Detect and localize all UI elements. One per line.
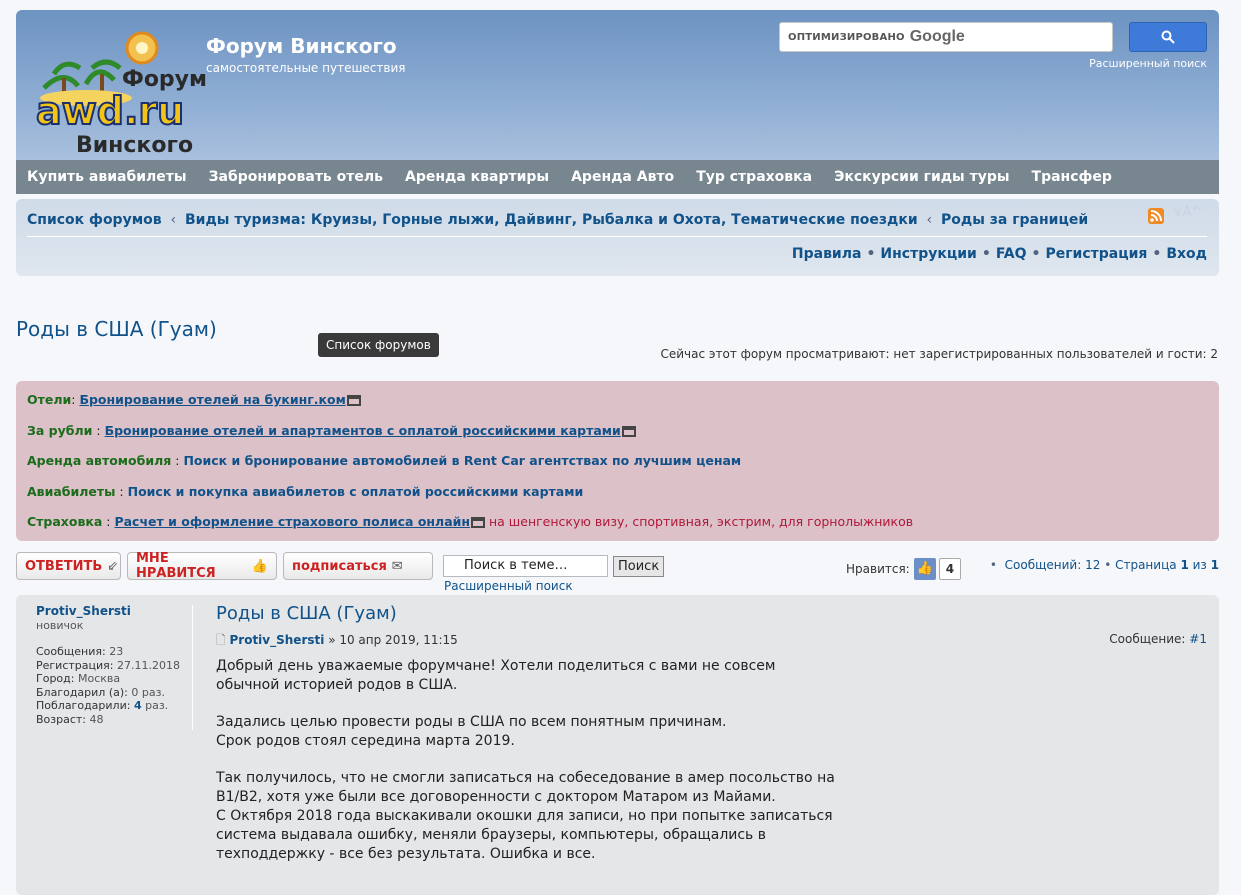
- font-size-toggle[interactable]: ∨A^: [1173, 205, 1203, 220]
- post: [16, 595, 1219, 895]
- nav-book-hotel[interactable]: Забронировать отель: [208, 169, 383, 185]
- search-icon: [1161, 30, 1175, 44]
- ad-link-rent-car[interactable]: Поиск и бронирование автомобилей в Rent Car агентствах по лучшим ценам: [183, 453, 742, 468]
- rules-link[interactable]: Правила: [791, 246, 862, 262]
- pagination: • Сообщений: 12 • Страница 1 из 1: [989, 558, 1219, 572]
- thumbs-up-icon: 👍: [251, 558, 268, 574]
- page-total[interactable]: 1: [1210, 558, 1219, 572]
- reply-label: ОТВЕТИТЬ: [25, 558, 103, 574]
- post-number-label: Сообщение:: [1109, 632, 1186, 646]
- breadcrumb-separator: ‹: [170, 212, 177, 228]
- breadcrumb: [27, 212, 1088, 228]
- ad-label: За рубли: [27, 422, 93, 438]
- site-logo[interactable]: [34, 28, 208, 158]
- instructions-link[interactable]: Инструкции: [880, 246, 977, 262]
- like-label: МНЕ НРАВИТСЯ: [136, 551, 216, 581]
- reply-arrow-icon: ⇙: [107, 558, 119, 574]
- ad-label: Страховка: [27, 514, 103, 529]
- breadcrumb-bar: [16, 199, 1219, 276]
- ad-label: Отели: [27, 392, 72, 407]
- nav-transfer[interactable]: Трансфер: [1031, 169, 1112, 185]
- ad-row-car-rental: [27, 452, 1208, 483]
- breadcrumb-separator: ‹: [926, 212, 933, 228]
- page-title[interactable]: Роды в США (Гуам): [16, 317, 217, 341]
- ad-separator: :: [92, 422, 105, 438]
- site-subtitle: самостоятельные путешествия: [206, 61, 406, 75]
- ad-separator: :: [71, 392, 80, 407]
- reply-button[interactable]: [16, 552, 121, 580]
- nav-rent-car[interactable]: Аренда Авто: [571, 169, 675, 185]
- like-button[interactable]: [127, 552, 277, 580]
- divider: [27, 236, 1207, 237]
- profile-stat: Регистрация: 27.11.2018: [36, 658, 180, 672]
- new-window-icon: [471, 517, 485, 528]
- profile-stat: Поблагодарили: 4 раз.: [36, 699, 169, 712]
- ad-label: Авиабилеты: [27, 483, 116, 499]
- tooltip: Список форумов: [318, 333, 439, 357]
- thumbs-up-icon[interactable]: 👍: [914, 558, 936, 580]
- ad-row-flights: [27, 483, 1208, 514]
- page-current[interactable]: 1: [1180, 558, 1189, 572]
- rss-icon[interactable]: [1148, 208, 1164, 224]
- ad-link-apartments[interactable]: Бронирование отелей и апартаментов с оплатой российскими картами: [104, 422, 621, 438]
- ad-row-insurance: [27, 513, 1208, 544]
- ad-label: Аренда автомобиля: [27, 453, 172, 468]
- svg-text:Винского: Винского: [76, 133, 194, 158]
- ad-row-rubles: [27, 422, 1208, 453]
- post-title[interactable]: Роды в США (Гуам): [216, 603, 397, 624]
- likes-count: 4: [939, 558, 961, 580]
- breadcrumb-tourism-types[interactable]: Виды туризма: Круизы, Горные лыжи, Дайвинг, Рыбалка и Охота, Тематические поездки: [185, 212, 918, 228]
- post-profile: [36, 605, 193, 730]
- post-icon: 🗋: [216, 633, 226, 647]
- ad-block: [16, 381, 1219, 541]
- topic-search-input[interactable]: Поиск в теме…: [443, 555, 608, 577]
- new-window-icon: [347, 395, 361, 406]
- post-paragraph: Так получилось, что не смогли записаться на собеседование в амер посольство на B1/B2, хотя уже были все договоренности с доктором Матаром из Майами. С Октября 2018 года выскакивали окошки для записи, но при попытке записаться система выдавала ошибку, меняли браузеры, компьютеры, обращались в техподдержку - все без результата. Ошибка и все.: [216, 770, 835, 862]
- nav-insurance[interactable]: Тур страховка: [696, 169, 813, 185]
- profile-stat: Благодарил (а): 0 раз.: [36, 685, 165, 699]
- viewers-info: Сейчас этот форум просматривают: нет зарегистрированных пользователей и гости: 2: [660, 347, 1218, 361]
- thanked-link[interactable]: 4: [133, 699, 142, 712]
- post-paragraph: Добрый день уважаемые форумчане! Хотели поделиться с вами не совсем обычной историей родов в США.: [216, 658, 776, 693]
- breadcrumb-births-abroad[interactable]: Роды за границей: [941, 212, 1089, 228]
- ad-link-flights[interactable]: Поиск и покупка авиабилетов с оплатой российскими картами: [127, 483, 584, 499]
- nav-excursions[interactable]: Экскурсии гиды туры: [834, 169, 1010, 185]
- nav-rent-apartment[interactable]: Аренда квартиры: [405, 169, 550, 185]
- page-of: из: [1192, 558, 1207, 572]
- ad-link-insurance[interactable]: Расчет и оформление страхового полиса онлайн: [114, 514, 471, 529]
- ad-separator: :: [171, 453, 184, 468]
- svg-text:Форум: Форум: [122, 67, 208, 92]
- ad-link-booking[interactable]: Бронирование отелей на букинг.ком: [79, 392, 346, 407]
- advanced-search-link[interactable]: Расширенный поиск: [1089, 57, 1207, 70]
- register-link[interactable]: Регистрация: [1045, 246, 1148, 262]
- subscribe-button[interactable]: [283, 552, 433, 580]
- post-body: [216, 657, 836, 882]
- post-permalink[interactable]: #1: [1189, 632, 1207, 646]
- post-meta-author[interactable]: Protiv_Shersti: [229, 633, 325, 647]
- nav-buy-tickets[interactable]: Купить авиабилеты: [27, 169, 187, 185]
- message-count: Сообщений: 12: [1004, 558, 1101, 572]
- top-navigation: [16, 160, 1219, 194]
- google-search-input[interactable]: [779, 22, 1113, 52]
- ad-row-hotels: [27, 391, 1208, 422]
- subscribe-label: подписаться: [292, 558, 387, 574]
- svg-text:awd.ru: awd.ru: [36, 89, 185, 133]
- profile-stat: Город: Москва: [36, 672, 121, 685]
- ad-separator: :: [115, 483, 128, 499]
- page-label: Страница: [1115, 558, 1177, 572]
- topic-search-button[interactable]: Поиск: [613, 556, 664, 577]
- post-paragraph: Задались целью провести роды в США по всем понятным причинам. Срок родов стоял середина марта 2019.: [216, 714, 727, 749]
- google-label: Google: [909, 28, 965, 45]
- likes-counter: [846, 558, 961, 580]
- post-author-rank: новичок: [36, 618, 84, 632]
- topic-action-bar: [16, 552, 1219, 594]
- new-window-icon: [622, 426, 636, 437]
- breadcrumb-forum-list[interactable]: Список форумов: [27, 212, 162, 228]
- envelope-icon: ✉: [391, 558, 403, 574]
- profile-stat: Возраст: 48: [36, 712, 104, 726]
- user-links: Правила • Инструкции • FAQ • Регистрация • Вход: [791, 246, 1207, 262]
- post-author-name[interactable]: Protiv_Shersti: [36, 604, 131, 618]
- post-meta: [216, 631, 458, 652]
- ad-extra-text: на шенгенскую визу, спортивная, экстрим, для горнолыжников: [485, 514, 914, 529]
- site-title[interactable]: Форум Винского: [206, 34, 397, 58]
- ad-separator: :: [102, 514, 115, 529]
- profile-stat: Сообщения: 23: [36, 645, 124, 658]
- post-date: » 10 апр 2019, 11:15: [328, 633, 458, 647]
- advanced-search-link[interactable]: Расширенный поиск: [444, 579, 573, 593]
- login-link[interactable]: Вход: [1166, 246, 1207, 262]
- post-number: [1109, 632, 1207, 646]
- site-header: [16, 10, 1219, 160]
- search-brand-label: ОПТИМИЗИРОВАНО: [788, 31, 905, 43]
- likes-label: Нравится:: [846, 562, 910, 576]
- faq-link[interactable]: FAQ: [995, 246, 1027, 262]
- google-search-button[interactable]: [1129, 22, 1207, 52]
